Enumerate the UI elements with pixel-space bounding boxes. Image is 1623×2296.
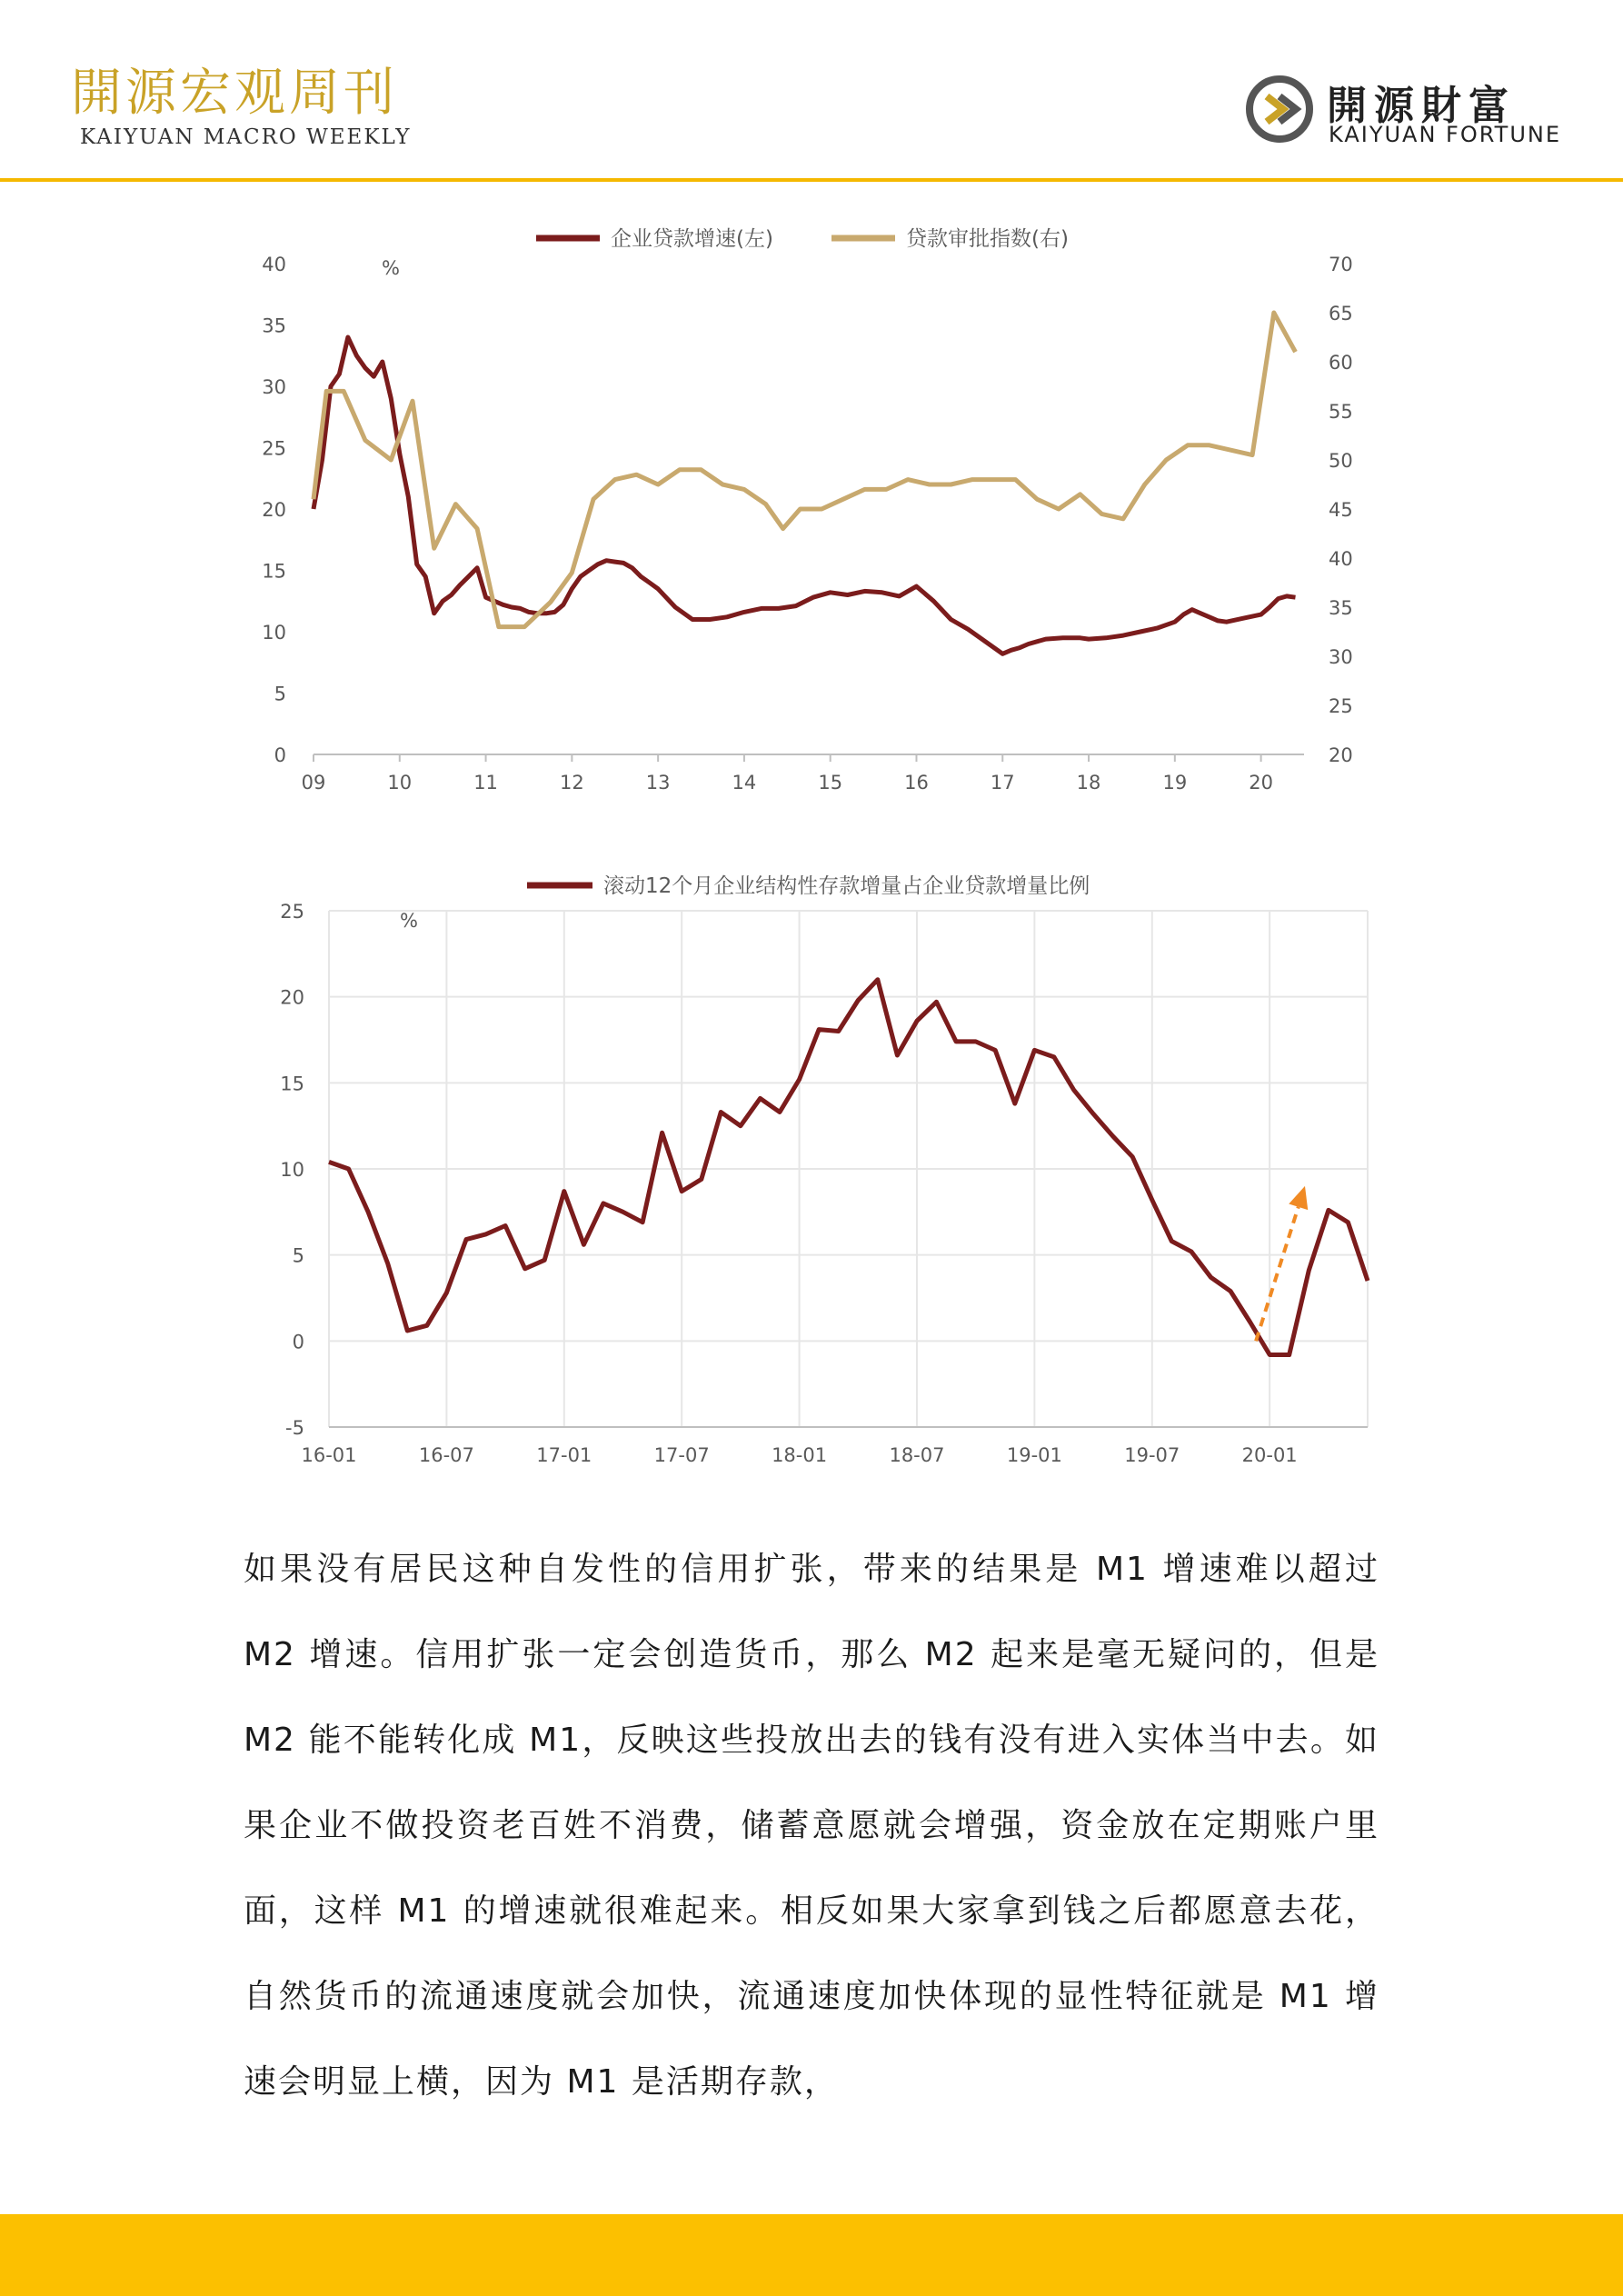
legend-label: 贷款审批指数(右) — [906, 227, 1069, 251]
series-line-structured-deposit-ratio — [329, 980, 1368, 1355]
trend-arrow-head-icon — [1289, 1186, 1308, 1210]
x-tick-label: 13 — [645, 772, 671, 794]
publication-title: 開源宏观周刊 — [71, 64, 398, 123]
y-left-tick-label: 15 — [262, 560, 286, 583]
logo-text-en: KAIYUAN FORTUNE — [1329, 122, 1562, 147]
x-tick-label: 19-07 — [1124, 1444, 1180, 1466]
article-paragraph: 如果没有居民这种自发性的信用扩张，带来的结果是 M1 增速难以超过 M2 增速。信用扩张一定会创造货币，那么 M2 起来是毫无疑问的，但是 M2 能不能转化成 M1，反映这些投放出去的钱有没有进入实体当中去。如果企业不做投资老百姓不消费，储蓄意愿就会增强，资金放在定期账户里面，这样 M1 的增速就很难起来。相反如果大家拿到钱之后都愿意去花，自然货币的流通速度就会加快，流通速度加快体现的显性特征就是 M1 增速会明显上横，因为 M1 是活期存款， — [244, 1551, 1379, 2101]
y-left-tick-label: 5 — [274, 683, 286, 705]
x-tick-label: 20-01 — [1241, 1444, 1298, 1466]
y-right-tick-label: 40 — [1329, 548, 1353, 570]
x-tick-label: 18 — [1076, 772, 1101, 794]
y-left-tick-label: 10 — [262, 622, 286, 644]
header-divider — [0, 178, 1623, 182]
x-tick-label: 16 — [904, 772, 929, 794]
legend-label: 企业贷款增速(左) — [611, 227, 773, 251]
x-tick-label: 11 — [473, 772, 498, 794]
loan-growth-chart — [0, 209, 1623, 827]
y-tick-label: 10 — [280, 1159, 304, 1181]
y-tick-label: 5 — [292, 1244, 304, 1267]
article-body — [244, 1527, 1379, 2125]
x-tick-label: 09 — [301, 772, 326, 794]
y-right-tick-label: 30 — [1329, 646, 1353, 668]
legend-label: 滚动12个月企业结构性存款增量占企业贷款增量比例 — [603, 874, 1090, 898]
x-tick-label: 16-01 — [301, 1444, 357, 1466]
x-tick-label: 12 — [559, 772, 584, 794]
x-tick-label: 15 — [818, 772, 843, 794]
y-right-tick-label: 65 — [1329, 303, 1353, 324]
x-tick-label: 18-07 — [889, 1444, 945, 1466]
x-tick-label: 17-07 — [653, 1444, 710, 1466]
y-right-tick-label: 70 — [1329, 254, 1353, 275]
y-right-tick-label: 60 — [1329, 352, 1353, 374]
y-right-tick-label: 35 — [1329, 597, 1353, 619]
series-line-loan-growth — [314, 337, 1296, 654]
series-line-approval-index — [314, 313, 1296, 627]
y-right-tick-label: 25 — [1329, 695, 1353, 717]
company-logo — [1243, 73, 1588, 155]
unit-label: % — [400, 910, 418, 932]
y-tick-label: 15 — [280, 1073, 304, 1095]
y-left-tick-label: 30 — [262, 376, 286, 398]
y-left-tick-label: 40 — [262, 254, 286, 275]
y-tick-label: 20 — [280, 986, 304, 1009]
structured-deposit-ratio-chart — [0, 854, 1623, 1491]
footer-band — [0, 2214, 1623, 2296]
x-tick-label: 20 — [1249, 772, 1273, 794]
logo-text-cn: 開源財富 — [1327, 83, 1516, 129]
x-tick-label: 18-01 — [772, 1444, 828, 1466]
y-left-tick-label: 0 — [274, 744, 286, 766]
y-right-tick-label: 45 — [1329, 499, 1353, 521]
trend-arrow-annotation — [1256, 1207, 1299, 1342]
y-tick-label: 25 — [280, 901, 304, 923]
y-right-tick-label: 20 — [1329, 744, 1353, 766]
y-tick-label: 0 — [292, 1331, 304, 1353]
x-tick-label: 16-07 — [418, 1444, 474, 1466]
y-tick-label: -5 — [285, 1417, 304, 1439]
page-header — [0, 0, 1623, 182]
y-right-tick-label: 55 — [1329, 401, 1353, 423]
y-left-tick-label: 25 — [262, 437, 286, 460]
x-tick-label: 14 — [732, 772, 757, 794]
logo-mark-icon — [1243, 73, 1316, 145]
y-left-tick-label: 35 — [262, 314, 286, 337]
y-left-tick-label: 20 — [262, 499, 286, 521]
publication-subtitle: KAIYUAN MACRO WEEKLY — [80, 125, 412, 149]
unit-label: % — [382, 257, 400, 279]
y-right-tick-label: 50 — [1329, 450, 1353, 472]
x-tick-label: 19 — [1162, 772, 1188, 794]
x-tick-label: 10 — [387, 772, 413, 794]
x-tick-label: 17 — [990, 772, 1015, 794]
x-tick-label: 17-01 — [536, 1444, 592, 1466]
x-tick-label: 19-01 — [1006, 1444, 1062, 1466]
